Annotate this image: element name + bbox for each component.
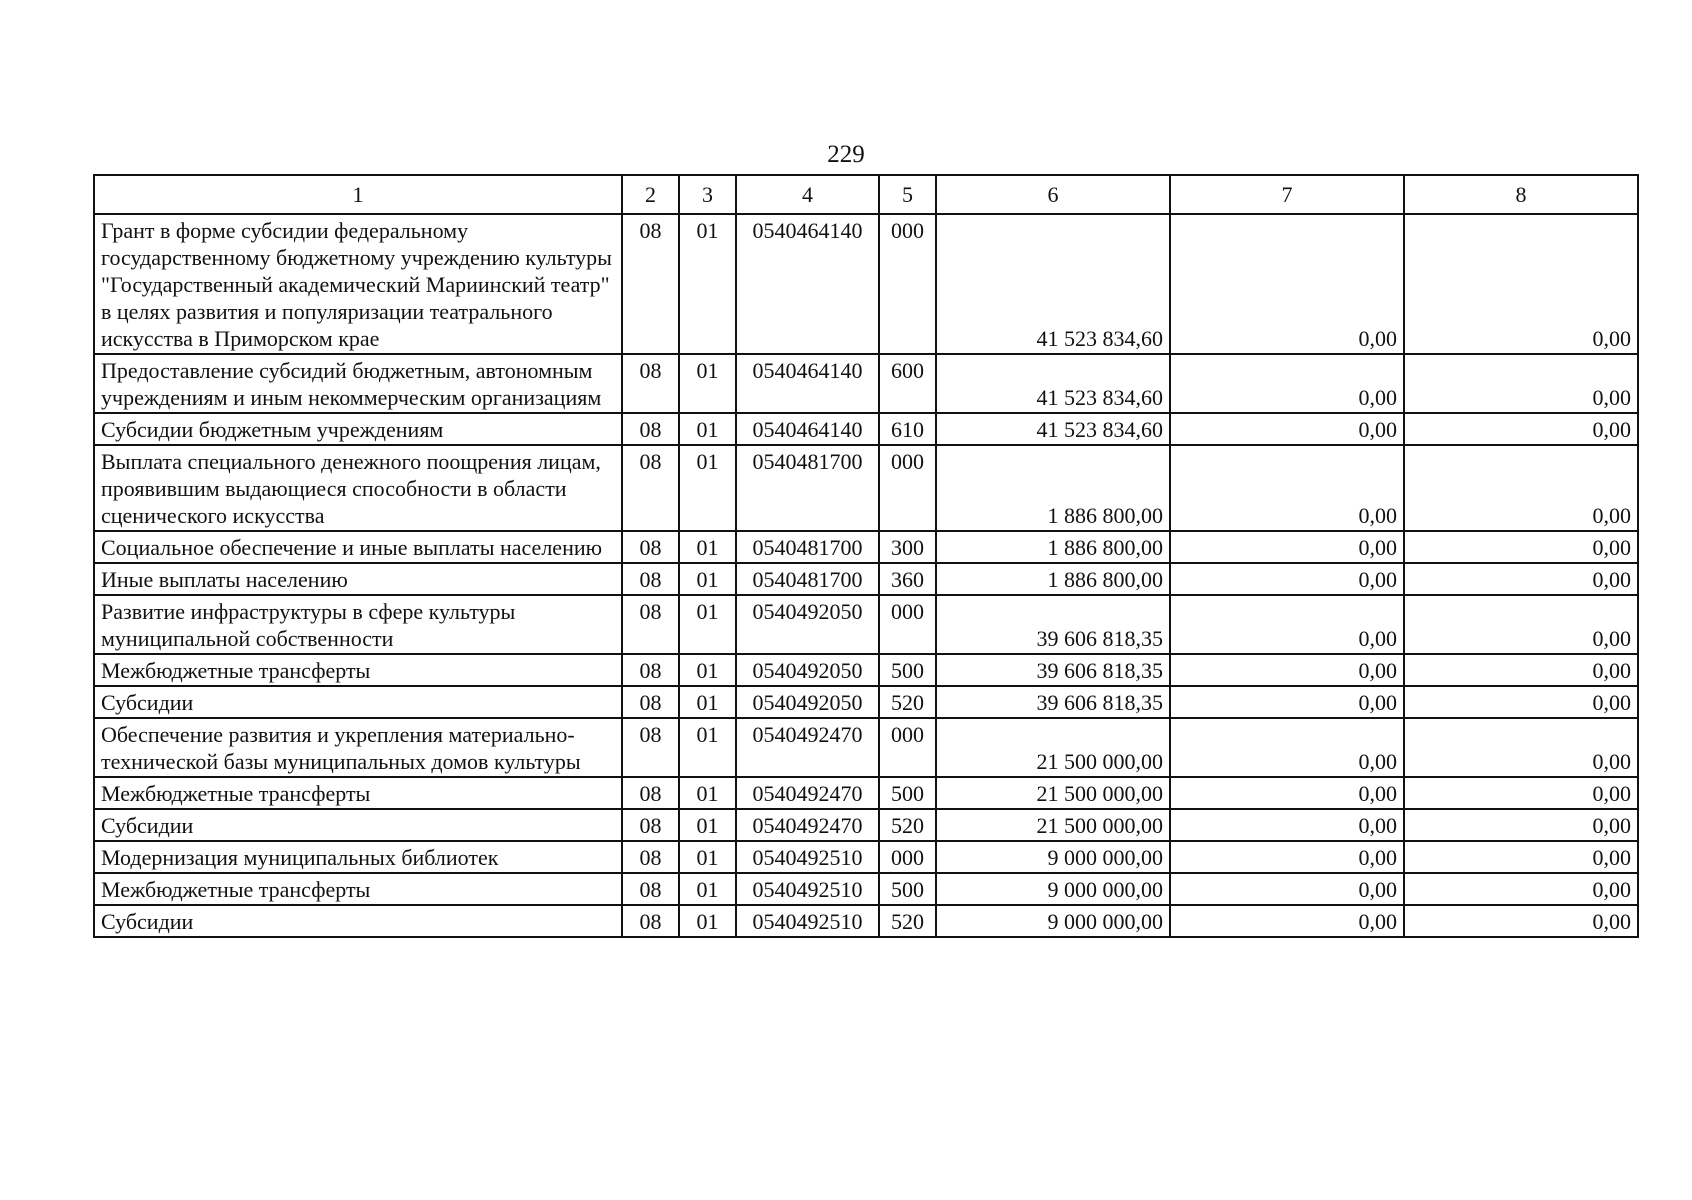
table-row xyxy=(94,531,1638,563)
table-row xyxy=(94,873,1638,905)
table-row xyxy=(94,563,1638,595)
amount-cell-col7: 0,00 xyxy=(1170,841,1404,873)
budget-table xyxy=(93,174,1639,938)
page-number: 229 xyxy=(827,141,865,168)
section-code-cell: 08 xyxy=(622,445,679,531)
expense-type-cell: 000 xyxy=(879,718,936,777)
column-header: 4 xyxy=(736,175,879,214)
target-article-cell: 0540464140 xyxy=(736,413,879,445)
amount-cell-col8: 0,00 xyxy=(1404,777,1638,809)
expense-type-cell: 600 xyxy=(879,354,936,413)
target-article-cell: 0540481700 xyxy=(736,563,879,595)
subsection-code-cell: 01 xyxy=(679,445,736,531)
subsection-code-cell: 01 xyxy=(679,563,736,595)
amount-cell-col8: 0,00 xyxy=(1404,905,1638,937)
row-name-cell: Субсидии xyxy=(94,905,622,937)
section-code-cell: 08 xyxy=(622,686,679,718)
amount-cell-col6: 21 500 000,00 xyxy=(936,809,1170,841)
row-name-cell: Межбюджетные трансферты xyxy=(94,777,622,809)
subsection-code-cell: 01 xyxy=(679,354,736,413)
amount-cell-col6: 21 500 000,00 xyxy=(936,718,1170,777)
amount-cell-col7: 0,00 xyxy=(1170,777,1404,809)
amount-cell-col6: 39 606 818,35 xyxy=(936,595,1170,654)
target-article-cell: 0540492510 xyxy=(736,873,879,905)
section-code-cell: 08 xyxy=(622,873,679,905)
subsection-code-cell: 01 xyxy=(679,654,736,686)
expense-type-cell: 000 xyxy=(879,595,936,654)
target-article-cell: 0540492050 xyxy=(736,595,879,654)
subsection-code-cell: 01 xyxy=(679,873,736,905)
section-code-cell: 08 xyxy=(622,563,679,595)
expense-type-cell: 610 xyxy=(879,413,936,445)
section-code-cell: 08 xyxy=(622,905,679,937)
section-code-cell: 08 xyxy=(622,595,679,654)
expense-type-cell: 500 xyxy=(879,777,936,809)
table-header-row xyxy=(94,175,1638,214)
section-code-cell: 08 xyxy=(622,354,679,413)
section-code-cell: 08 xyxy=(622,654,679,686)
expense-type-cell: 300 xyxy=(879,531,936,563)
amount-cell-col7: 0,00 xyxy=(1170,563,1404,595)
expense-type-cell: 500 xyxy=(879,654,936,686)
column-header: 8 xyxy=(1404,175,1638,214)
target-article-cell: 0540464140 xyxy=(736,354,879,413)
target-article-cell: 0540492470 xyxy=(736,809,879,841)
target-article-cell: 0540492470 xyxy=(736,718,879,777)
amount-cell-col7: 0,00 xyxy=(1170,809,1404,841)
table-row xyxy=(94,718,1638,777)
table-row xyxy=(94,905,1638,937)
amount-cell-col8: 0,00 xyxy=(1404,809,1638,841)
target-article-cell: 0540492050 xyxy=(736,686,879,718)
target-article-cell: 0540492050 xyxy=(736,654,879,686)
target-article-cell: 0540492510 xyxy=(736,905,879,937)
amount-cell-col6: 41 523 834,60 xyxy=(936,214,1170,354)
amount-cell-col7: 0,00 xyxy=(1170,595,1404,654)
row-name-cell: Модернизация муниципальных библиотек xyxy=(94,841,622,873)
row-name-cell: Развитие инфраструктуры в сфере культуры муниципальной собственности xyxy=(94,595,622,654)
section-code-cell: 08 xyxy=(622,214,679,354)
table-row xyxy=(94,354,1638,413)
subsection-code-cell: 01 xyxy=(679,777,736,809)
amount-cell-col8: 0,00 xyxy=(1404,873,1638,905)
amount-cell-col7: 0,00 xyxy=(1170,873,1404,905)
subsection-code-cell: 01 xyxy=(679,531,736,563)
amount-cell-col7: 0,00 xyxy=(1170,413,1404,445)
amount-cell-col8: 0,00 xyxy=(1404,413,1638,445)
subsection-code-cell: 01 xyxy=(679,841,736,873)
section-code-cell: 08 xyxy=(622,777,679,809)
subsection-code-cell: 01 xyxy=(679,686,736,718)
amount-cell-col8: 0,00 xyxy=(1404,686,1638,718)
amount-cell-col6: 1 886 800,00 xyxy=(936,531,1170,563)
amount-cell-col7: 0,00 xyxy=(1170,686,1404,718)
amount-cell-col6: 21 500 000,00 xyxy=(936,777,1170,809)
amount-cell-col7: 0,00 xyxy=(1170,531,1404,563)
expense-type-cell: 000 xyxy=(879,841,936,873)
amount-cell-col8: 0,00 xyxy=(1404,718,1638,777)
section-code-cell: 08 xyxy=(622,718,679,777)
amount-cell-col6: 1 886 800,00 xyxy=(936,563,1170,595)
amount-cell-col8: 0,00 xyxy=(1404,354,1638,413)
expense-type-cell: 000 xyxy=(879,214,936,354)
row-name-cell: Межбюджетные трансферты xyxy=(94,873,622,905)
amount-cell-col7: 0,00 xyxy=(1170,654,1404,686)
row-name-cell: Грант в форме субсидии федеральному государственному бюджетному учреждению культуры "Государственный академический Мариинский театр" в целях развития и популяризации театрального искусства в Приморском крае xyxy=(94,214,622,354)
column-header: 3 xyxy=(679,175,736,214)
column-header: 1 xyxy=(94,175,622,214)
expense-type-cell: 520 xyxy=(879,686,936,718)
target-article-cell: 0540492470 xyxy=(736,777,879,809)
amount-cell-col7: 0,00 xyxy=(1170,718,1404,777)
section-code-cell: 08 xyxy=(622,531,679,563)
row-name-cell: Выплата специального денежного поощрения лицам, проявившим выдающиеся способности в области сценического искусства xyxy=(94,445,622,531)
column-header: 6 xyxy=(936,175,1170,214)
amount-cell-col6: 9 000 000,00 xyxy=(936,905,1170,937)
column-header: 2 xyxy=(622,175,679,214)
expense-type-cell: 520 xyxy=(879,905,936,937)
amount-cell-col7: 0,00 xyxy=(1170,445,1404,531)
section-code-cell: 08 xyxy=(622,809,679,841)
table-row xyxy=(94,809,1638,841)
table-row xyxy=(94,686,1638,718)
column-header: 7 xyxy=(1170,175,1404,214)
amount-cell-col7: 0,00 xyxy=(1170,905,1404,937)
amount-cell-col7: 0,00 xyxy=(1170,214,1404,354)
amount-cell-col6: 41 523 834,60 xyxy=(936,413,1170,445)
amount-cell-col6: 41 523 834,60 xyxy=(936,354,1170,413)
amount-cell-col6: 9 000 000,00 xyxy=(936,873,1170,905)
table-row xyxy=(94,413,1638,445)
amount-cell-col8: 0,00 xyxy=(1404,595,1638,654)
subsection-code-cell: 01 xyxy=(679,595,736,654)
row-name-cell: Межбюджетные трансферты xyxy=(94,654,622,686)
expense-type-cell: 500 xyxy=(879,873,936,905)
expense-type-cell: 000 xyxy=(879,445,936,531)
row-name-cell: Предоставление субсидий бюджетным, автономным учреждениям и иным некоммерческим организациям xyxy=(94,354,622,413)
row-name-cell: Социальное обеспечение и иные выплаты населению xyxy=(94,531,622,563)
target-article-cell: 0540492510 xyxy=(736,841,879,873)
subsection-code-cell: 01 xyxy=(679,905,736,937)
table-body xyxy=(94,214,1638,937)
amount-cell-col8: 0,00 xyxy=(1404,531,1638,563)
row-name-cell: Субсидии xyxy=(94,686,622,718)
amount-cell-col6: 9 000 000,00 xyxy=(936,841,1170,873)
amount-cell-col6: 39 606 818,35 xyxy=(936,654,1170,686)
section-code-cell: 08 xyxy=(622,841,679,873)
amount-cell-col8: 0,00 xyxy=(1404,445,1638,531)
column-header: 5 xyxy=(879,175,936,214)
amount-cell-col8: 0,00 xyxy=(1404,841,1638,873)
subsection-code-cell: 01 xyxy=(679,413,736,445)
table-row xyxy=(94,777,1638,809)
subsection-code-cell: 01 xyxy=(679,809,736,841)
row-name-cell: Иные выплаты населению xyxy=(94,563,622,595)
amount-cell-col6: 39 606 818,35 xyxy=(936,686,1170,718)
amount-cell-col7: 0,00 xyxy=(1170,354,1404,413)
row-name-cell: Обеспечение развития и укрепления материально-технической базы муниципальных домов культуры xyxy=(94,718,622,777)
section-code-cell: 08 xyxy=(622,413,679,445)
subsection-code-cell: 01 xyxy=(679,214,736,354)
row-name-cell: Субсидии бюджетным учреждениям xyxy=(94,413,622,445)
amount-cell-col8: 0,00 xyxy=(1404,563,1638,595)
target-article-cell: 0540464140 xyxy=(736,214,879,354)
table-row xyxy=(94,445,1638,531)
table-row xyxy=(94,654,1638,686)
target-article-cell: 0540481700 xyxy=(736,445,879,531)
subsection-code-cell: 01 xyxy=(679,718,736,777)
expense-type-cell: 360 xyxy=(879,563,936,595)
table-row xyxy=(94,214,1638,354)
expense-type-cell: 520 xyxy=(879,809,936,841)
table-row xyxy=(94,841,1638,873)
table-row xyxy=(94,595,1638,654)
amount-cell-col8: 0,00 xyxy=(1404,654,1638,686)
amount-cell-col8: 0,00 xyxy=(1404,214,1638,354)
amount-cell-col6: 1 886 800,00 xyxy=(936,445,1170,531)
target-article-cell: 0540481700 xyxy=(736,531,879,563)
row-name-cell: Субсидии xyxy=(94,809,622,841)
